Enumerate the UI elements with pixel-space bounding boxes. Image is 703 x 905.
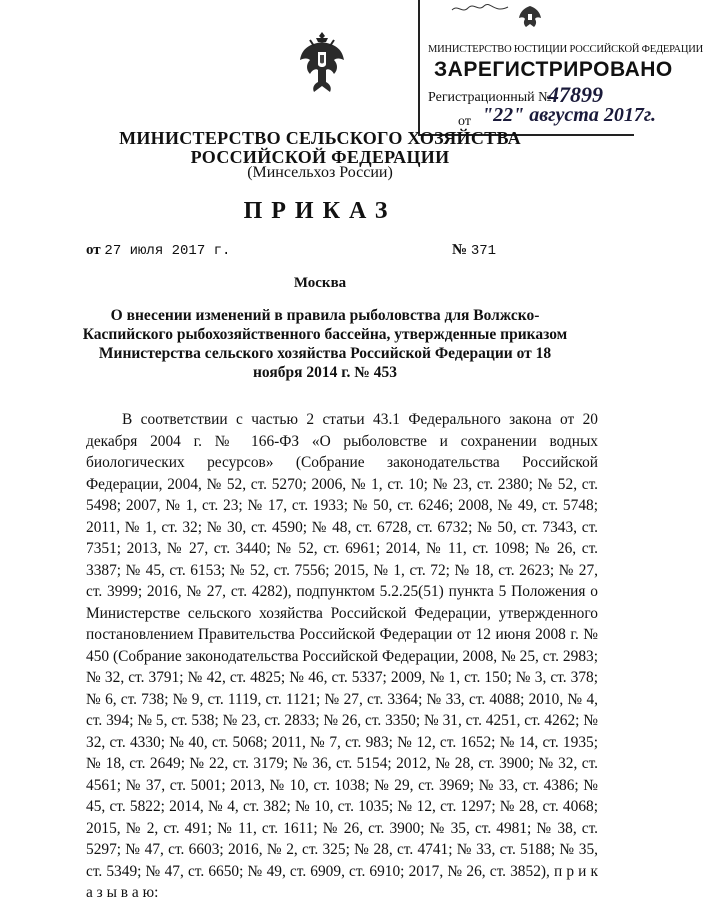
document-number: 371 [470, 243, 497, 259]
number-label: № [452, 242, 468, 258]
ministry-short-name: (Минсельхоз России) [247, 164, 393, 181]
document-date-row [86, 242, 230, 259]
stamp-ministry: МИНИСТЕРСТВО ЮСТИЦИИ РОССИЙСКОЙ ФЕДЕРАЦИИ [428, 44, 703, 55]
document-date: 27 июля 2017 г. [104, 243, 231, 259]
ministry-name-line2: РОССИЙСКОЙ ФЕДЕРАЦИИ [190, 147, 450, 167]
document-type: ПРИКАЗ [243, 198, 397, 224]
document-title: О внесении изменений в правила рыболовства для Волжско-Каспийского рыбохозяйственного бассейна, утвержденные приказом Министерства сельского хозяйства Российской Федерации от 18 ноября 2014 г. № 453 [82, 307, 568, 381]
stamp-date: "22" августа 2017г. [482, 104, 656, 126]
stamp-reg-number: 47899 [548, 82, 603, 107]
stamp-registered: ЗАРЕГИСТРИРОВАНО [434, 58, 673, 81]
stamp-reg-label: Регистрационный № [428, 90, 552, 105]
coat-of-arms-icon [298, 30, 346, 94]
signature-scribble [450, 2, 510, 16]
document-body: В соответствии с частью 2 статьи 43.1 Федерального закона от 20 декабря 2004 г. № 166-ФЗ «О рыболовстве и сохранении водных биологических ресурсов» (Собрание законодательства Российской Федерации, 2004, № 52, ст. 5270; 2006, № 1, ст. 10; № 23, ст. 2380; № 52, ст. 5498; 2007, № 1, ст. 23; № 17, ст. 1933; № 50, ст. 6246; 2008, № 49, ст. 5748; 2011, № 1, ст. 32; № 30, ст. 4590; № 48, ст. 6728, ст. 6732; № 50, ст. 7343, ст. 7351; 2013, № 27, ст. 3440; № 52, ст. 6961; 2014, № 11, ст. 1098; № 26, ст. 3387; № 45, ст. 6153; № 52, ст. 7556; 2015, № 1, ст. 72; № 18, ст. 2623; № 27, ст. 3999; 2016, № 27, ст. 4282), подпунктом 5.2.25(51) пункта 5 Положения о Министерстве сельского хозяйства Российской Федерации, утвержденного постановлением Правительства Российской Федерации от 12 июня 2008 г. № 450 (Собрание законодательства Российской Федерации, 2008, № 25, ст. 2983; № 32, ст. 3791; № 42, ст. 4825; № 46, ст. 5337; 2009, № 1, ст. 150; № 3, ст. 378; № 6, ст. 738; № 9, ст. 1119, ст. 1121; № 27, ст. 3364; № 33, ст. 4088; 2010, № 4, ст. 394; № 5, ст. 538; № 23, ст. 2833; № 26, ст. 3350; № 31, ст. 4251, ст. 4262; № 32, ст. 4330; № 40, ст. 5068; 2011, № 7, ст. 983; № 12, ст. 1652; № 14, ст. 1935; № 18, ст. 2649; № 22, ст. 3179; № 36, ст. 5154; 2012, № 28, ст. 3900; № 32, ст. 4561; № 37, ст. 5001; 2013, № 10, ст. 1038; № 29, ст. 3969; № 33, ст. 4386; № 45, ст. 5822; 2014, № 4, ст. 382; № 10, ст. 1035; № 12, ст. 1297; № 28, ст. 4068; 2015, № 2, ст. 491; № 11, ст. 1611; № 26, ст. 3900; № 35, ст. 4981; № 38, ст. 5297; № 47, ст. 6603; 2016, № 2, ст. 325; № 28, ст. 4741; № 33, ст. 5188; № 35, ст. 5349; № 47, ст. 6650; № 49, ст. 6909, ст. 6910; 2017, № 26, ст. 3852), п р и к а з ы в а ю: [86, 411, 598, 901]
document-city: Москва [293, 275, 347, 291]
ministry-name-line1: МИНИСТЕРСТВО СЕЛЬСКОГО ХОЗЯЙСТВА [119, 128, 521, 148]
date-label: от [86, 242, 101, 258]
stamp-date-prefix: от [458, 114, 471, 129]
document-number-row [452, 242, 496, 259]
registration-stamp [418, 0, 703, 136]
stamp-emblem-icon [518, 4, 542, 32]
